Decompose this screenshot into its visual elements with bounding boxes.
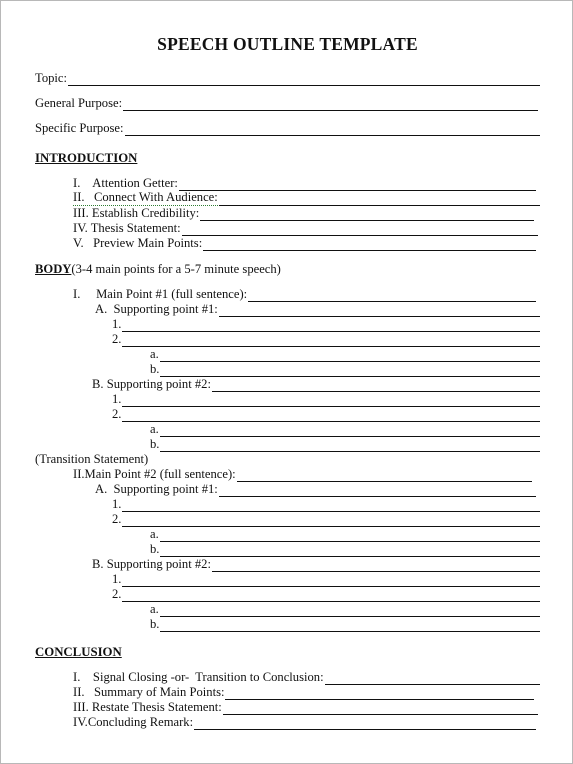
support-blank-line[interactable]: [212, 380, 540, 392]
conclusion-item-restate-thesis[interactable]: [73, 700, 538, 715]
main-point-blank-line[interactable]: [248, 290, 536, 302]
topic-label: Topic:: [35, 71, 67, 85]
intro-item-preview-main-points[interactable]: [73, 236, 536, 251]
topic-blank-line[interactable]: [68, 74, 540, 86]
detail-blank-line[interactable]: [160, 545, 540, 557]
main-point-blank-line[interactable]: [237, 470, 532, 482]
mp1-b-sub-2[interactable]: [112, 407, 540, 422]
detail-letter: a.: [150, 422, 159, 436]
detail-letter: b.: [150, 362, 160, 376]
sub-blank-line[interactable]: [122, 410, 540, 422]
detail-blank-line[interactable]: [160, 530, 540, 542]
sub-number: 1.: [112, 317, 122, 331]
intro-item-label: II. Connect With Audience:: [73, 190, 218, 204]
main-point-2-field[interactable]: [73, 467, 532, 482]
sub-blank-line[interactable]: [122, 590, 540, 602]
detail-blank-line[interactable]: [160, 425, 540, 437]
detail-blank-line[interactable]: [160, 365, 540, 377]
detail-blank-line[interactable]: [160, 350, 540, 362]
page-title: SPEECH OUTLINE TEMPLATE: [157, 34, 418, 54]
conclusion-item-label: III. Restate Thesis Statement:: [73, 700, 222, 714]
detail-letter: a.: [150, 527, 159, 541]
intro-item-label: I. Attention Getter:: [73, 176, 178, 190]
mp2-b-sub-2[interactable]: [112, 587, 540, 602]
mp2-support-b-field[interactable]: [92, 557, 540, 572]
mp1-support-a-field[interactable]: [95, 302, 540, 317]
mp1-a-sub-2[interactable]: [112, 332, 540, 347]
conclusion-blank-line[interactable]: [325, 673, 540, 685]
support-label: A. Supporting point #1:: [95, 482, 218, 496]
main-point-1-label: I. Main Point #1 (full sentence):: [73, 287, 248, 301]
sub-number: 1.: [112, 497, 122, 511]
intro-blank-line[interactable]: [179, 179, 536, 191]
conclusion-item-summary[interactable]: [73, 685, 534, 700]
detail-blank-line[interactable]: [160, 440, 540, 452]
general-purpose-blank-line[interactable]: [123, 99, 538, 111]
detail-letter: a.: [150, 347, 159, 361]
detail-blank-line[interactable]: [160, 605, 540, 617]
mp1-a-sub-1[interactable]: [112, 317, 540, 332]
intro-blank-line[interactable]: [200, 209, 534, 221]
conclusion-item-label: II. Summary of Main Points:: [73, 685, 225, 699]
sub-blank-line[interactable]: [122, 320, 540, 332]
mp2-support-a-field[interactable]: [95, 482, 536, 497]
specific-purpose-blank-line[interactable]: [125, 124, 541, 136]
mp2-a-2-detail-a[interactable]: [150, 527, 540, 542]
specific-purpose-label: Specific Purpose:: [35, 121, 124, 135]
general-purpose-field[interactable]: [35, 96, 538, 111]
mp2-b-2-detail-a[interactable]: [150, 602, 540, 617]
detail-letter: a.: [150, 602, 159, 616]
sub-number: 1.: [112, 392, 122, 406]
sub-number: 2.: [112, 512, 122, 526]
general-purpose-label: General Purpose:: [35, 96, 123, 110]
body-heading: BODY: [35, 262, 72, 276]
intro-item-establish-credibility[interactable]: [73, 206, 534, 221]
conclusion-blank-line[interactable]: [225, 688, 534, 700]
intro-item-thesis-statement[interactable]: [73, 221, 538, 236]
topic-field[interactable]: [35, 71, 540, 86]
support-blank-line[interactable]: [219, 305, 540, 317]
conclusion-item-concluding-remark[interactable]: [73, 715, 536, 730]
mp1-support-b-field[interactable]: [92, 377, 540, 392]
conclusion-blank-line[interactable]: [223, 703, 538, 715]
intro-item-label: IV. Thesis Statement:: [73, 221, 181, 235]
mp1-b-sub-1[interactable]: [112, 392, 540, 407]
sub-blank-line[interactable]: [122, 395, 540, 407]
specific-purpose-field[interactable]: [35, 121, 540, 136]
conclusion-item-label: I. Signal Closing -or- Transition to Conclusion:: [73, 670, 324, 684]
support-blank-line[interactable]: [212, 560, 540, 572]
mp1-b-2-detail-a[interactable]: [150, 422, 540, 437]
detail-letter: b.: [150, 617, 160, 631]
mp2-b-2-detail-b[interactable]: [150, 617, 540, 632]
sub-number: 2.: [112, 332, 122, 346]
main-point-1-field[interactable]: [73, 287, 536, 302]
detail-letter: b.: [150, 542, 160, 556]
sub-number: 2.: [112, 407, 122, 421]
main-point-2-label: II.Main Point #2 (full sentence):: [73, 467, 236, 481]
mp1-a-2-detail-b[interactable]: [150, 362, 540, 377]
conclusion-heading: CONCLUSION: [35, 645, 122, 659]
mp2-b-sub-1[interactable]: [112, 572, 540, 587]
sub-number: 1.: [112, 572, 122, 586]
intro-item-label: III. Establish Credibility:: [73, 206, 200, 220]
detail-blank-line[interactable]: [160, 620, 540, 632]
sub-blank-line[interactable]: [122, 500, 540, 512]
detail-letter: b.: [150, 437, 160, 451]
intro-item-label: V. Preview Main Points:: [73, 236, 203, 250]
mp1-b-2-detail-b[interactable]: [150, 437, 540, 452]
support-blank-line[interactable]: [219, 485, 536, 497]
introduction-heading: INTRODUCTION: [35, 151, 138, 165]
body-heading-row: [35, 262, 281, 277]
mp1-a-2-detail-a[interactable]: [150, 347, 540, 362]
support-label: B. Supporting point #2:: [92, 377, 211, 391]
sub-number: 2.: [112, 587, 122, 601]
support-label: B. Supporting point #2:: [92, 557, 211, 571]
sub-blank-line[interactable]: [122, 515, 540, 527]
intro-item-attention-getter[interactable]: [73, 176, 536, 191]
intro-item-connect-audience[interactable]: [73, 191, 540, 206]
conclusion-item-label: IV.Concluding Remark:: [73, 715, 194, 729]
body-note: (3-4 main points for a 5-7 minute speech): [71, 262, 281, 276]
conclusion-item-signal-closing[interactable]: [73, 670, 540, 685]
sub-blank-line[interactable]: [122, 335, 540, 347]
intro-blank-line[interactable]: [203, 239, 536, 251]
support-label: A. Supporting point #1:: [95, 302, 218, 316]
sub-blank-line[interactable]: [122, 575, 540, 587]
transition-statement: (Transition Statement): [35, 452, 149, 466]
mp2-a-2-detail-b[interactable]: [150, 542, 540, 557]
mp2-a-sub-2[interactable]: [112, 512, 540, 527]
mp2-a-sub-1[interactable]: [112, 497, 540, 512]
intro-blank-line[interactable]: [219, 194, 540, 206]
intro-blank-line[interactable]: [182, 224, 538, 236]
conclusion-blank-line[interactable]: [194, 718, 536, 730]
